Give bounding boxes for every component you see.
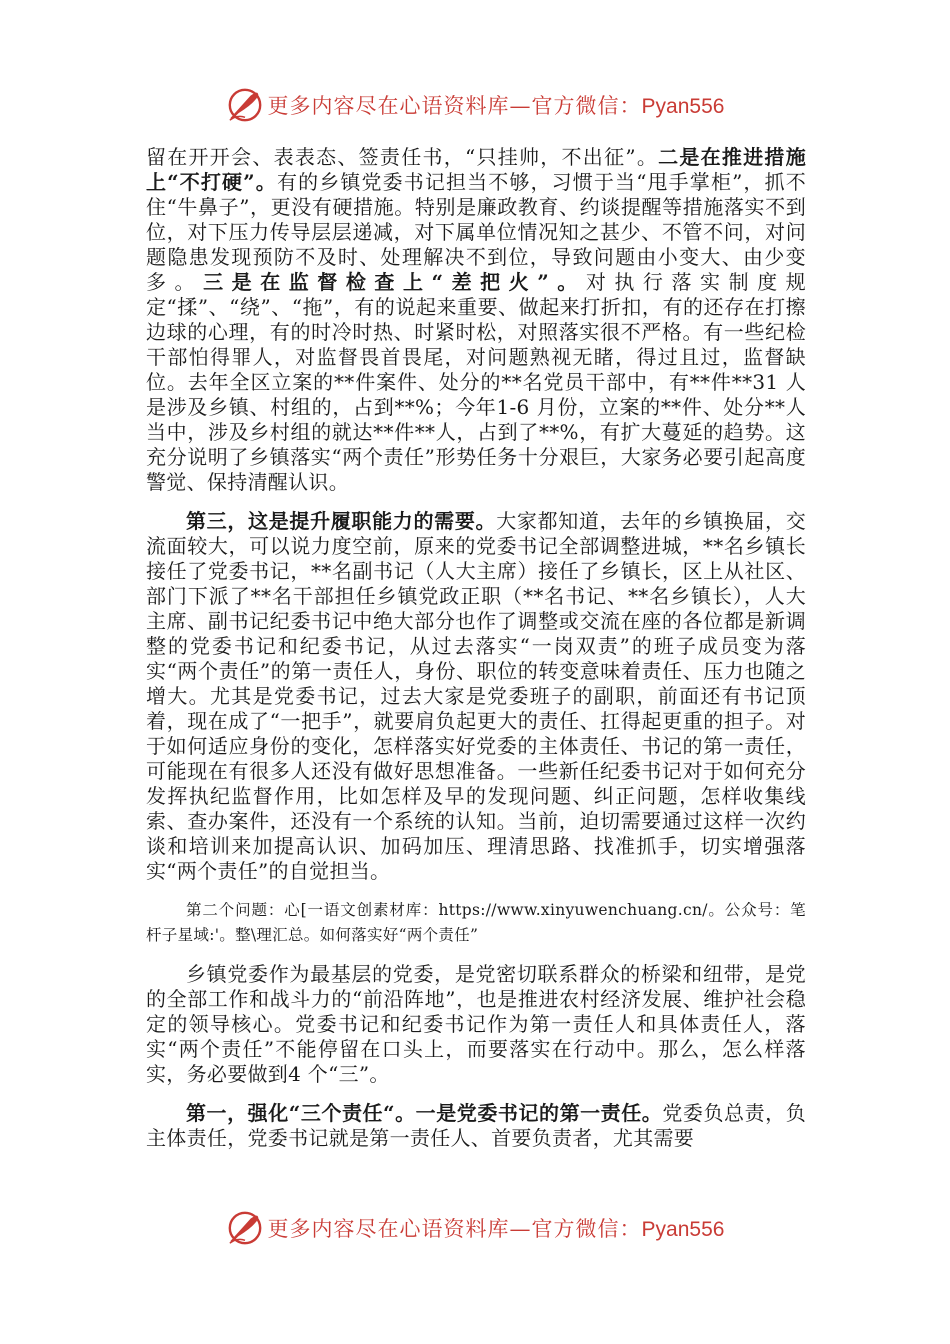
paragraph-2: 第三，这是提升履职能力的需要。大家都知道，去年的乡镇换届，交流面较大，可以说力度空前，原来的党委书记全部调整进城，**名乡镇长接任了党委书记，**名副书记（人大主席）接任了乡镇长，区上从社区、部门下派了**名干部担任乡镇党政正职（**名书记、**名乡镇长），人大主席、副书记纪委书记中绝大部分也作了调整或交流在座的各位都是新调整的党委书记和纪委书记，从过去落实“一岗双责”的班子成员变为落实“两个责任”的第一责任人，身份、职位的转变意味着责任、压力也随之增大。尤其是党委书记，过去大家是党委班子的副职，前面还有书记顶着，现在成了“一把手”，就要肩负起更大的责任、扛得起更重的担子。对于如何适应身份的变化，怎样落实好党委的主体责任、书记的第一责任，可能现在有很多人还没有做好思想准备。一些新任纪委书记对于如何充分发挥执纪监督作用，比如怎样及早的发现问题、纠正问题，怎样收集线索、查办案件，还没有一个系统的认知。当前，迫切需要通过这样一次约谈和培训来加提高认识、加码加压、理清思路、找准抓手，切实增强落实“两个责任”的自觉担当。 [146, 509, 807, 883]
paragraph-4: 乡镇党委作为最基层的党委，是党密切联系群众的桥梁和纽带，是党的全部工作和战斗力的“前沿阵地”，也是推进农村经济发展、维护社会稳定的领导核心。党委书记和纪委书记作为第一责任人和具体责任人，落实“两个责任”不能停留在口头上，而要落实在行动中。那么，怎么样落实，务必要做到4 个“三”。 [146, 962, 806, 1086]
top-banner [0, 85, 950, 125]
paragraph-1: 留在开开会、表表态、签责任书，“只挂帅，不出征”。二是在推进措施上“不打硬”。有的乡镇党委书记担当不够，习惯于当“甩手掌柜”，抓不住“牛鼻子”，更没有硬措施。特别是廉政教育、约谈提醒等措施落实不到位，对下压力传导层层递减，对下属单位情况知之甚少、不管不问，对问题隐患发现预防不及时、处理解决不到位，导致问题由小变大、由少变多。三是在监督检查上“差把火”。对执行落实制度规定“揉”、“绕”、“拖”，有的说起来重要、做起来打折扣，有的还存在打擦边球的心理，有的时冷时热、时紧时松，对照落实很不严格。有一些纪检干部怕得罪人，对监督畏首畏尾，对问题熟视无睹，得过且过，监督缺位。去年全区立案的**件案件、处分的**名党员干部中，有**件**31 人是涉及乡镇、村组的，占到**%；今年1-6 月份，立案的**件、处分**人当中，涉及乡村组的就达**件**人，占到了**%，有扩大蔓延的趋势。这充分说明了乡镇落实“两个责任”形势任务十分艰巨，大家务必要引起高度警觉、保持清醒认识。 [146, 145, 806, 494]
section-heading-2: 第二个问题：心[一语文创素材库：https://www.xinyuwenchuang.cn/。公众号：笔杆子星域:'。整\理汇总。如何落实好“两个责任” [146, 901, 806, 944]
banner-text: 更多内容尽在心语资料库—官方微信：Pyan556 [267, 1217, 725, 1241]
banner-text: 更多内容尽在心语资料库—官方微信：Pyan556 [267, 94, 725, 118]
quill-logo-icon [226, 1209, 264, 1247]
document-body [146, 145, 806, 1165]
bottom-banner [0, 1208, 950, 1248]
paragraph-5: 第一，强化“三个责任“。一是党委书记的第一责任。党委负总责，负主体责任，党委书记就是第一责任人、首要负责者，尤其需要 [146, 1101, 806, 1150]
quill-logo-icon [226, 86, 264, 124]
